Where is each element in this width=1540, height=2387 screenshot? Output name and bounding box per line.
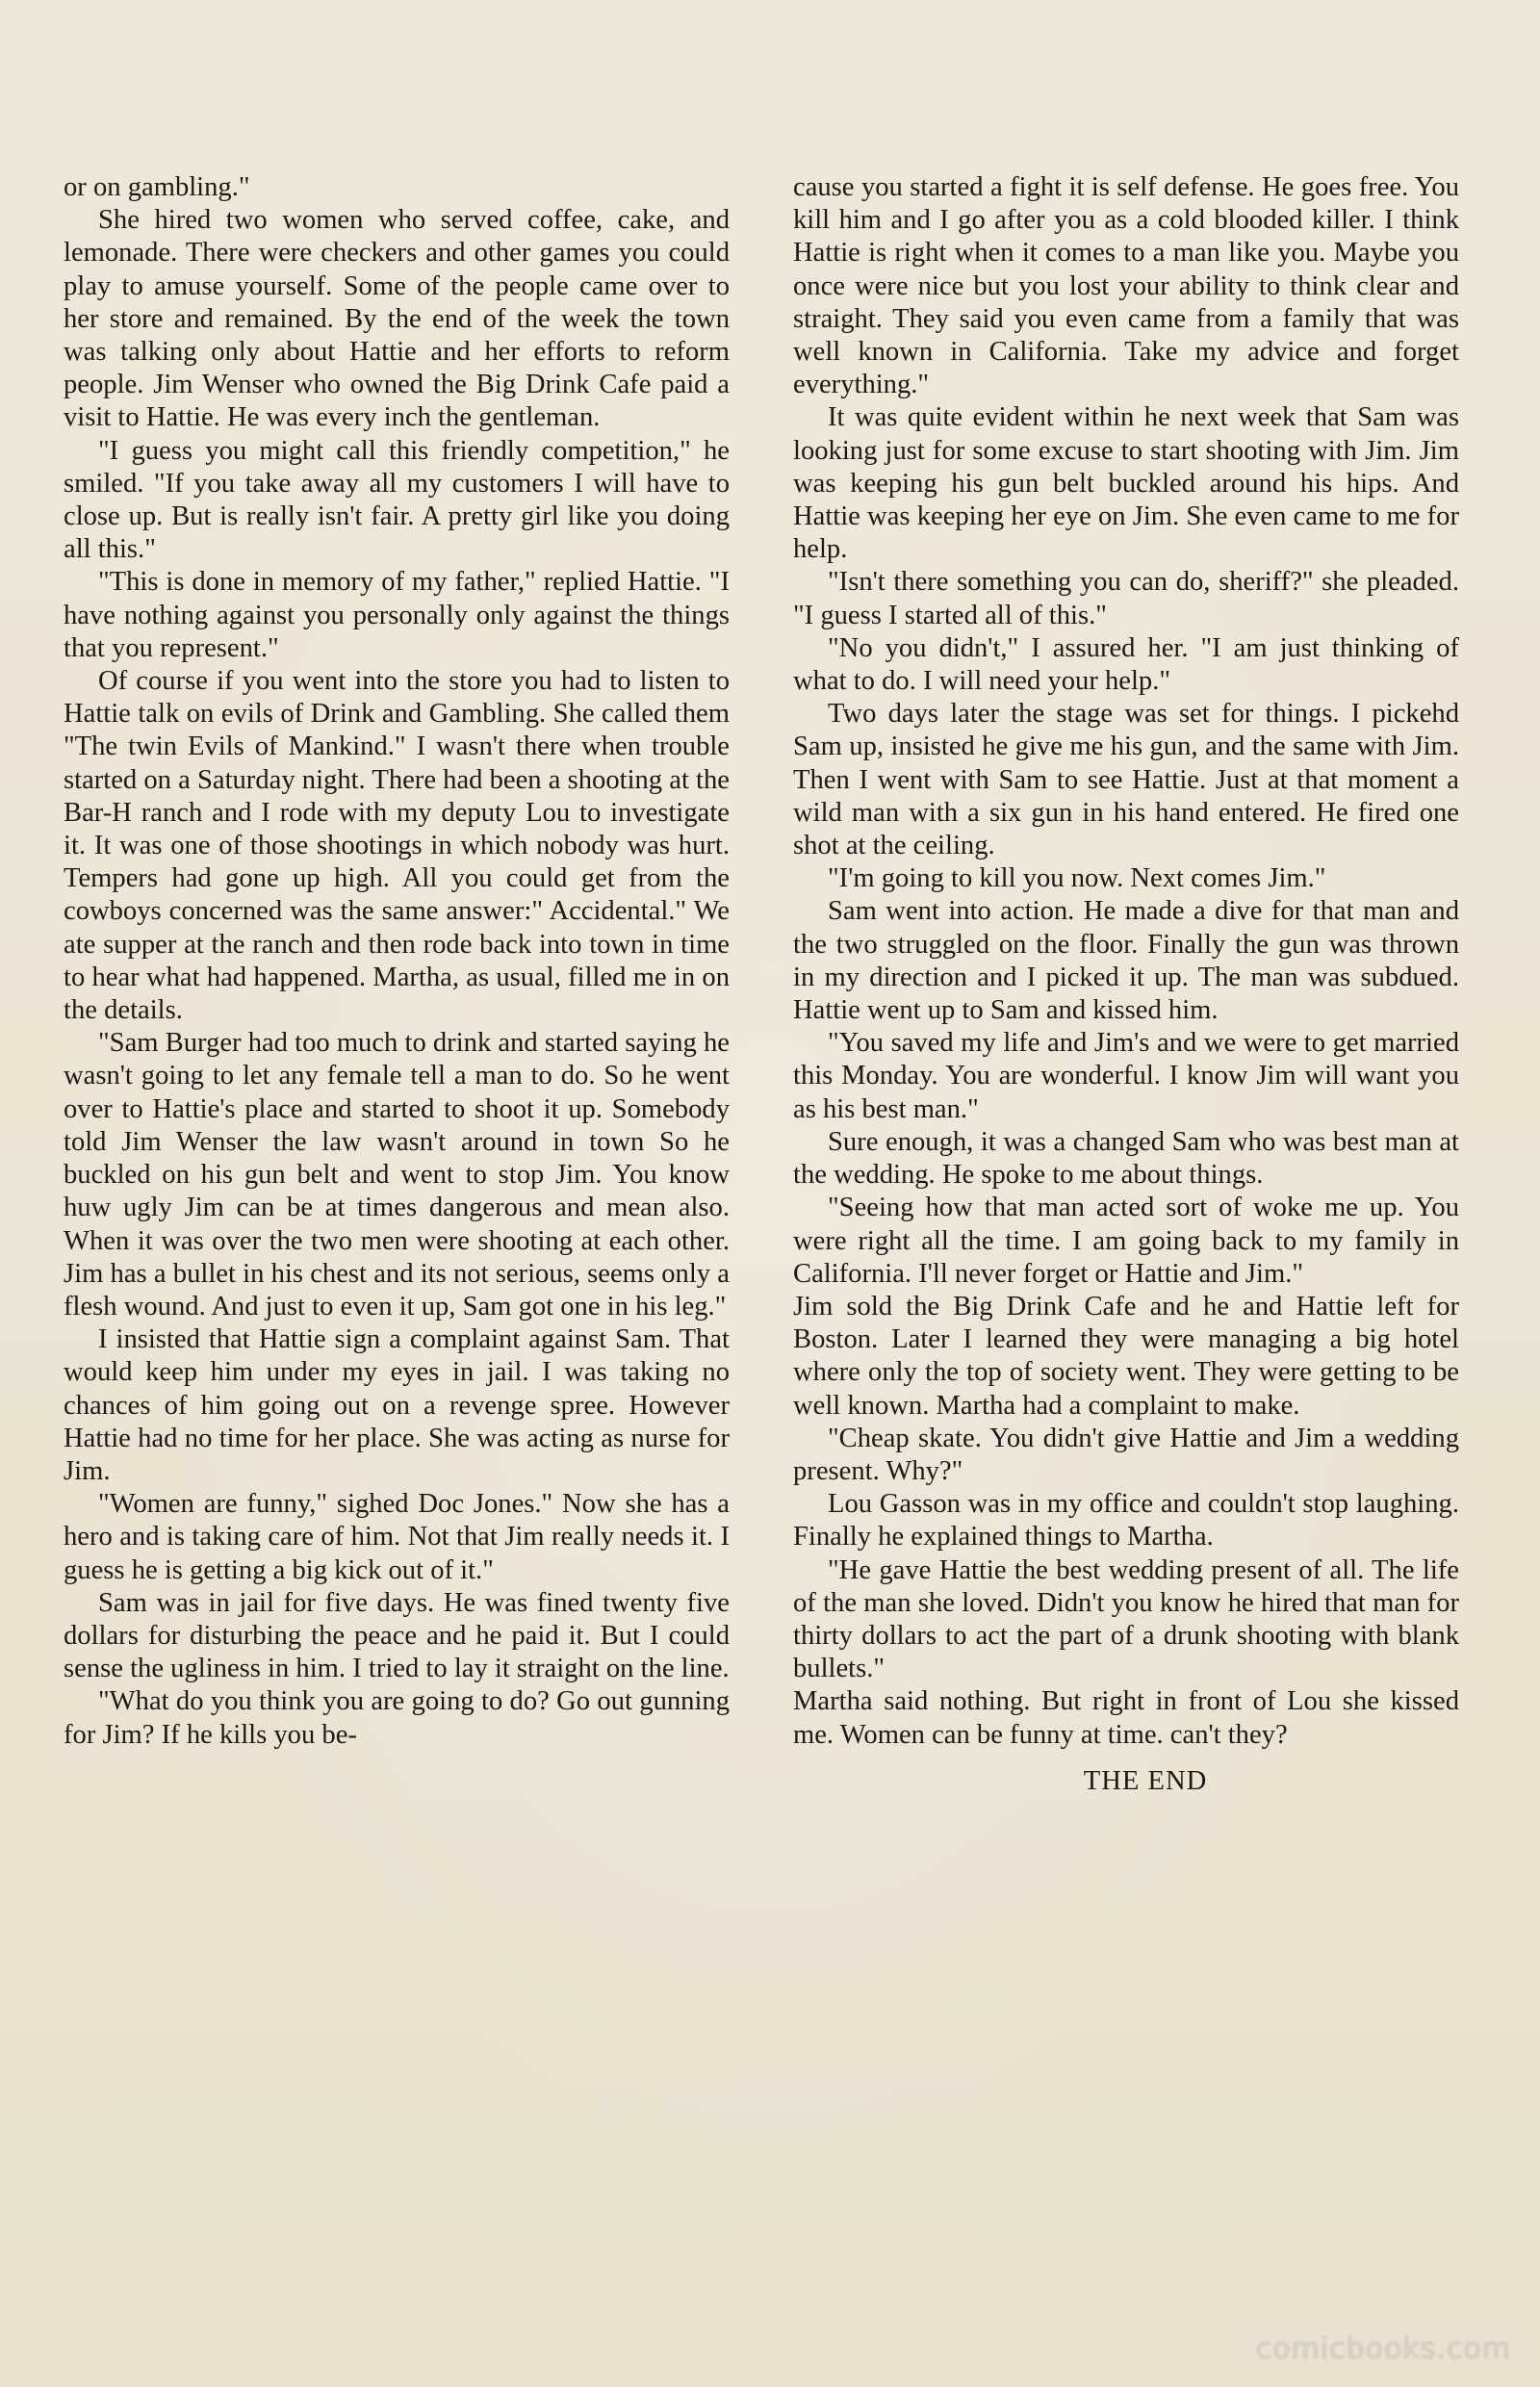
paragraph: Sure enough, it was a changed Sam who was best man at the wedding. He spoke to me about things. — [793, 1126, 1459, 1191]
paragraph: "You saved my life and Jim's and we were to get married this Monday. You are wonderful. I know Jim will want you as his best man." — [793, 1028, 1459, 1124]
paragraph: cause you started a fight it is self defense. He goes free. You kill him and I go after you as a cold blooded killer. I think Hattie is right when it comes to a man like you. Maybe you once were nice but you lost your ability to think clear and straight. They said you even came from a family that was well known in California. Take my advice and forget everything." — [793, 172, 1459, 400]
paragraph: Sam was in jail for five days. He was fined twenty five dollars for disturbing the peace and he paid it. But I could sense the ugliness in him. I tried to lay it straight on the line. — [64, 1587, 730, 1684]
paragraph: "He gave Hattie the best wedding present of all. The life of the man she loved. Didn't you know he hired that man for thirty dollars to act the part of a drunk shooting with blank bullets." — [793, 1554, 1459, 1684]
left-text-column — [64, 171, 730, 1752]
right-text-column — [793, 171, 1459, 1798]
paragraph: "No you didn't," I assured her. "I am just thinking of what to do. I will need your help." — [793, 632, 1459, 697]
paragraph: "This is done in memory of my father," replied Hattie. "I have nothing against you personally only against the things that you represent." — [64, 567, 730, 663]
paragraph: Sam went into action. He made a dive for that man and the two struggled on the floor. Finally the gun was thrown in my direction and I picked it up. The man was subdued. Hattie went up to Sam and kissed him. — [793, 896, 1459, 1026]
paragraph: It was quite evident within he next week that Sam was looking just for some excuse to start shooting with Jim. Jim was keeping his gun belt buckled around his hips. And Hattie was keeping her eye on Jim. She even came to me for help. — [793, 402, 1459, 565]
paragraph: Martha said nothing. But right in front of Lou she kissed me. Women can be funny at time. can't they? — [793, 1686, 1459, 1750]
paragraph: "Cheap skate. You didn't give Hattie and Jim a wedding present. Why?" — [793, 1423, 1459, 1486]
paragraph: Lou Gasson was in my office and couldn't stop laughing. Finally he explained things to Martha. — [793, 1489, 1459, 1553]
paragraph: "Seeing how that man acted sort of woke me up. You were right all the time. I am going back to my family in California. I'll never forget or Hattie and Jim." — [793, 1193, 1459, 1289]
paragraph: She hired two women who served coffee, cake, and lemonade. There were checkers and other games you could play to amuse yourself. Some of the people came over to her store and remained. By the end of the week the town was talking only about Hattie and her efforts to reform people. Jim Wenser who owned the Big Drink Cafe paid a visit to Hattie. He was every inch the gentleman. — [64, 205, 730, 433]
paragraph: "What do you think you are going to do? Go out gunning for Jim? If he kills you be- — [64, 1686, 730, 1750]
paragraph: Two days later the stage was set for things. I pickehd Sam up, insisted he give me his gun, and the same with Jim. Then I went with Sam to see Hattie. Just at that moment a wild man with a six gun in his hand entered. He fired one shot at the ceiling. — [793, 699, 1459, 861]
the-end-label: THE END — [1083, 1765, 1208, 1796]
paragraph: "Isn't there something you can do, sheriff?" she pleaded. "I guess I started all of this." — [793, 567, 1459, 630]
paragraph: "I'm going to kill you now. Next comes Jim." — [828, 863, 1326, 894]
paragraph: I insisted that Hattie sign a complaint against Sam. That would keep him under my eyes in jail. I was taking no chances of him going out on a revenge spree. However Hattie had no time for her place. She was acting as nurse for Jim. — [64, 1324, 730, 1486]
paragraph: or on gambling." — [64, 172, 250, 202]
paragraph: "I guess you might call this friendly competition," he smiled. "If you take away all my customers I will have to close up. But is really isn't fair. A pretty girl like you doing all this." — [64, 435, 730, 565]
paragraph: Jim sold the Big Drink Cafe and he and Hattie left for Boston. Later I learned they were managing a big hotel where only the top of society went. They were getting to be well known. Martha had a complaint to make. — [793, 1291, 1459, 1421]
paragraph: Of course if you went into the store you had to listen to Hattie talk on evils of Drink and Gambling. She called them "The twin Evils of Mankind." I wasn't there when trouble started on a Saturday night. There had been a shooting at the Bar-H ranch and I rode with my deputy Lou to investigate it. It was one of those shootings in which nobody was hurt. Tempers had gone up high. All you could get from the cowboys concerned was the same answer:" Accidental." We ate supper at the ranch and then rode back into town in time to hear what had happened. Martha, as usual, filled me in on the details. — [64, 666, 730, 1026]
paragraph: "Women are funny," sighed Doc Jones." Now she has a hero and is taking care of him. Not that Jim really needs it. I guess he is getting a big kick out of it." — [64, 1489, 730, 1585]
site-watermark: comicbooks.com — [1255, 2332, 1511, 2366]
paragraph: "Sam Burger had too much to drink and started saying he wasn't going to let any female tell a man to do. So he went over to Hattie's place and started to shoot it up. Somebody told Jim Wenser the law wasn't around in town So he buckled on his gun belt and went to stop Jim. You know huw ugly Jim can be at times dangerous and mean also. When it was over the two men were shooting at each other. Jim has a bullet in his chest and its not serious, seems only a flesh wound. And just to even it up, Sam got one in his leg." — [64, 1028, 730, 1322]
